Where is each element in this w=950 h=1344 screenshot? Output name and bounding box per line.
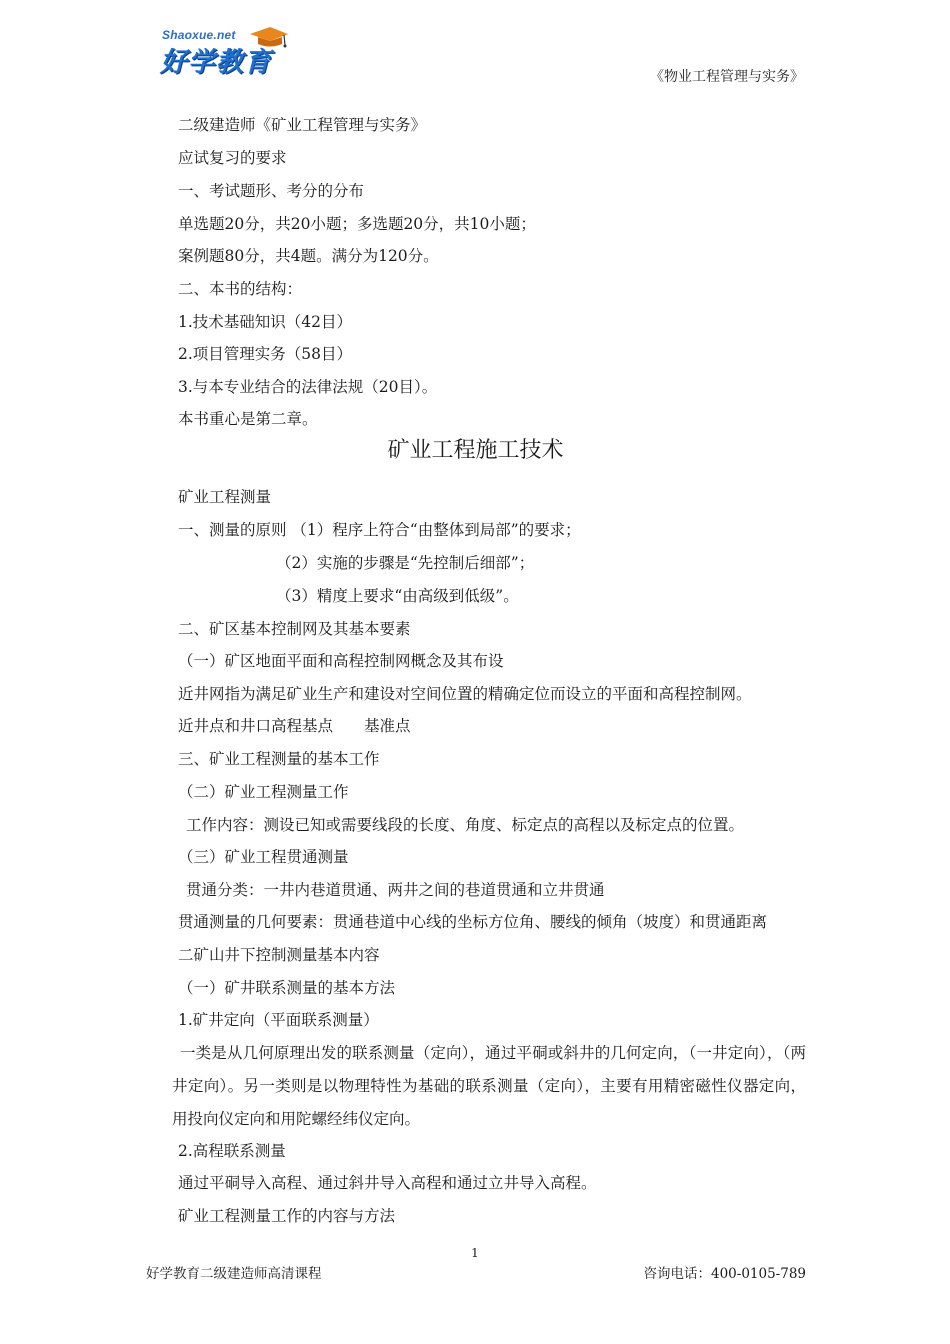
text-line: 贯通测量的几何要素：贯通巷道中心线的坐标方位角、腰线的倾角（坡度）和贯通距离 [178, 913, 768, 931]
text-line: （三）矿业工程贯通测量 [178, 848, 349, 866]
text-line: 一、测量的原则 （1）程序上符合“由整体到局部”的要求； [178, 521, 581, 539]
text-line: 应试复习的要求 [178, 149, 287, 167]
text-line: 案例题80分，共4题。满分为120分。 [178, 247, 439, 265]
text-line: 二、矿区基本控制网及其基本要素 [178, 620, 411, 638]
text-line: 本书重心是第二章。 [178, 410, 318, 428]
text-line: 单选题20分，共20小题；多选题20分，共10小题； [178, 215, 536, 233]
logo-brand-text: 好学教育 [160, 47, 272, 78]
footer-course-text: 好学教育二级建造师高清课程 [146, 1266, 322, 1282]
footer-phone-text: 咨询电话：400-0105-789 [643, 1266, 806, 1282]
text-line: 2.项目管理实务（58目） [178, 345, 353, 363]
text-line: 二级建造师《矿业工程管理与实务》 [178, 116, 427, 134]
text-line: 1.技术基础知识（42目） [178, 313, 353, 331]
text-line: 2.高程联系测量 [178, 1142, 286, 1160]
text-line: 近井网指为满足矿业生产和建设对空间位置的精确定位而设立的平面和高程控制网。 [178, 685, 752, 703]
section-title: 矿业工程施工技术 [387, 438, 564, 463]
text-line: 二矿山井下控制测量基本内容 [178, 946, 380, 964]
body-paragraph: 一类是从几何原理出发的联系测量（定向），通过平硐或斜井的几何定向，（一井定向），（两井定向）。另一类则是以物理特性为基础的联系测量（定向），主要有用精密磁性仪器定向，用投向仪定向和用陀螺经纬仪定向。 [172, 1044, 806, 1128]
text-line: 工作内容：测设已知或需要线段的长度、角度、标定点的高程以及标定点的位置。 [186, 816, 745, 834]
text-line: 贯通分类：一井内巷道贯通、两井之间的巷道贯通和立井贯通 [186, 881, 605, 899]
text-line: （一）矿井联系测量的基本方法 [178, 979, 396, 997]
text-line: 矿业工程测量 [178, 488, 272, 506]
text-line: 矿业工程测量工作的内容与方法 [178, 1207, 396, 1225]
text-line: 近井点和井口高程基点 基准点 [178, 717, 411, 735]
logo [160, 26, 290, 76]
page-number: 1 [471, 1246, 479, 1260]
logo-url-text: Shaoxue.net [162, 28, 236, 42]
document-header-title: 《物业工程管理与实务》 [650, 69, 804, 85]
text-line: （2）实施的步骤是“先控制后细部”； [276, 554, 535, 572]
text-line: 通过平硐导入高程、通过斜井导入高程和通过立井导入高程。 [178, 1174, 597, 1192]
text-line: 3.与本专业结合的法律法规（20目）。 [178, 378, 438, 396]
text-line: （二）矿业工程测量工作 [178, 783, 349, 801]
text-line: （3）精度上要求“由高级到低级”。 [276, 587, 519, 605]
text-line: 1.矿井定向（平面联系测量） [178, 1011, 379, 1029]
text-line: 一、考试题形、考分的分布 [178, 182, 365, 200]
text-line: 三、矿业工程测量的基本工作 [178, 750, 380, 768]
text-line: 二、本书的结构： [178, 280, 303, 298]
text-line: （一）矿区地面平面和高程控制网概念及其布设 [178, 652, 504, 670]
